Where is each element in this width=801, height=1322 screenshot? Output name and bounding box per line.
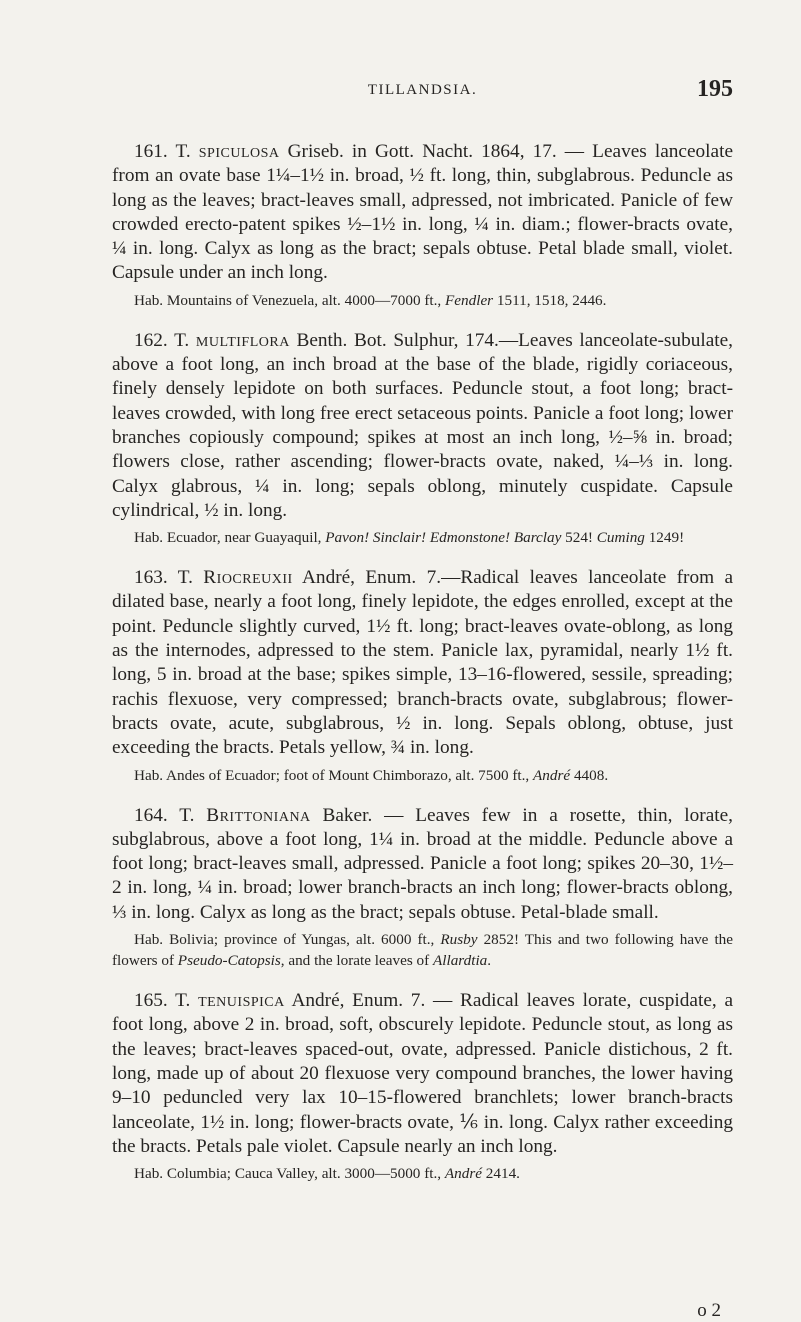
entry-164 [112, 804, 733, 971]
entry-161 [112, 140, 733, 311]
habitat-note [112, 765, 733, 786]
entry-number: 164. [134, 804, 168, 826]
collector: Pavon! Sinclair! Edmonstone! Barclay [325, 529, 562, 547]
description-text: —Leaves lanceolate-subulate, above a foot long, an inch broad at the base of the blade, rigidly coriaceous, finely densely lepidote on both surfaces. Peduncle stout, a foot long; bract-leaves crowded, with long free erect setaceous points. Panicle a foot long; lower branches copiously compound; spikes at most an inch long, ½–⅝ in. broad; flowers close, rather ascending; flower-bracts ovate, naked, ¼–⅓ in. long. Calyx glabrous, ¼ in. long; sepals oblong, minutely cuspidate. Capsule cylindrical, ½ in. long. [112, 329, 734, 521]
habitat-text: 2852! This and two following have the flowers of [112, 931, 734, 970]
description-text: — Radical leaves lorate, cuspidate, a foot long, above 2 in. broad, soft, obscurely lepidote. Peduncle stout, as long as the leaves; bract-leaves spaced-out, ovate, adpressed. Panicle distichous, 2 ft. long, made up of about 20 flexuose very compound branches, the lower having 9–10 peduncled very lax 10–15-flowered branchlets; lower branch-bracts lanceolate, 1½ in. long; flower-bracts ovate, ⅙ in. long. Calyx rather exceeding the bracts. Petals pale violet. Capsule nearly an inch long. [112, 990, 733, 1157]
entry-description [112, 566, 733, 760]
genus: T. [175, 141, 191, 162]
habitat-text: Hab. Bolivia; province of Yungas, alt. 6000 ft., [134, 931, 441, 949]
habitat-text: Hab. Andes of Ecuador; foot of Mount Chimborazo, alt. 7500 ft., [134, 766, 534, 784]
entry-description [112, 329, 733, 523]
author-citation: Baker. [322, 804, 373, 826]
species-name: spiculosa [198, 141, 280, 162]
habitat-text: 1249! [644, 529, 685, 547]
signature-mark: o 2 [697, 1300, 721, 1321]
species-name: Riocreuxii [203, 567, 293, 589]
entry-number: 165. [134, 990, 168, 1012]
collector: Cuming [596, 529, 645, 547]
genus: T. [179, 804, 195, 826]
habitat-text: 2414. [482, 1165, 520, 1183]
habitat-text: 1511, 1518, 2446. [493, 291, 607, 309]
page-number: 195 [697, 76, 733, 102]
entry-number: 163. [134, 567, 168, 589]
running-title: TILLANDSIA. [367, 82, 478, 98]
author-citation: André, Enum. 7. [302, 567, 442, 589]
entry-number: 161. [134, 141, 168, 162]
habitat-text: Hab. Ecuador, near Guayaquil, [134, 529, 326, 547]
genus-reference: Allardtia [432, 952, 488, 970]
collector: Fendler [445, 291, 494, 309]
author-citation: Griseb. in Gott. Nacht. 1864, 17. [287, 141, 557, 162]
habitat-note [112, 290, 733, 311]
entry-description [112, 989, 733, 1159]
description-text: — Leaves lanceolate from an ovate base 1¼–1½ in. broad, ½ ft. long, thin, subglabrous. Peduncle as long as the leaves; bract-leaves small, adpressed, not imbricated. Panicle of few crowded erecto-patent spikes ½–1½ in. long, ¼ in. diam.; flower-bracts ovate, ¼ in. long. Calyx as long as the bract; sepals obtuse. Petal blade small, violet. Capsule under an inch long. [112, 141, 733, 284]
author-citation: Benth. Bot. Sulphur, 174. [296, 329, 499, 351]
description-text: — Leaves few in a rosette, thin, lorate, subglabrous, above a foot long, 1¼ in. broad at the middle. Peduncle above a foot long; bract-leaves small, adpressed. Panicle a foot long; spikes 20–30, 1½–2 in. long, ¼ in. broad; lower branch-bracts an inch long; flower-bracts oblong, ⅓ in. long. Calyx as long as the bract; sepals obtuse. Petal-blade small. [112, 804, 733, 923]
genus: T. [174, 329, 190, 351]
running-head [112, 76, 733, 106]
habitat-text: 524! [561, 529, 597, 547]
genus: T. [175, 990, 191, 1012]
species-name: Brittoniana [206, 804, 311, 826]
habitat-note [112, 1163, 733, 1184]
species-name: tenuispica [198, 990, 285, 1012]
habitat-note [112, 527, 733, 548]
habitat-text: Hab. Columbia; Cauca Valley, alt. 3000—5000 ft., [134, 1165, 445, 1183]
collector: André [533, 766, 571, 784]
entry-165 [112, 989, 733, 1184]
species-name: multiflora [195, 329, 290, 351]
genus-reference: Pseudo-Catopsis [177, 952, 281, 970]
habitat-text: . [487, 952, 492, 970]
habitat-text: , and the lorate leaves of [280, 952, 433, 970]
collector: Rusby [440, 931, 478, 949]
collector: André [444, 1165, 482, 1183]
entry-162 [112, 329, 733, 548]
genus: T. [177, 567, 193, 589]
habitat-text: Hab. Mountains of Venezuela, alt. 4000—7000 ft., [134, 291, 446, 309]
author-citation: André, Enum. 7. [291, 990, 426, 1012]
entry-description [112, 804, 733, 925]
entry-description [112, 140, 733, 286]
entry-163 [112, 566, 733, 785]
description-text: —Radical leaves lanceolate from a dilated base, nearly a foot long, finely lepidote, the edges enrolled, except at the point. Peduncle slightly curved, 1½ ft. long; bract-leaves ovate-oblong, as long as the internodes, adpressed to the stem. Panicle lax, pyramidal, nearly 1½ ft. long, 5 in. broad at the base; spikes simple, 13–16-flowered, sessile, spreading; rachis flexuose, very compressed; branch-bracts ovate, subglabrous; flower-bracts ovate, acute, subglabrous, ½ in. long. Sepals oblong, obtuse, just exceeding the bracts. Petals yellow, ¾ in. long. [112, 567, 734, 759]
habitat-note [112, 929, 733, 971]
habitat-text: 4408. [570, 766, 609, 784]
content [112, 140, 733, 1202]
entry-number: 162. [134, 329, 168, 351]
